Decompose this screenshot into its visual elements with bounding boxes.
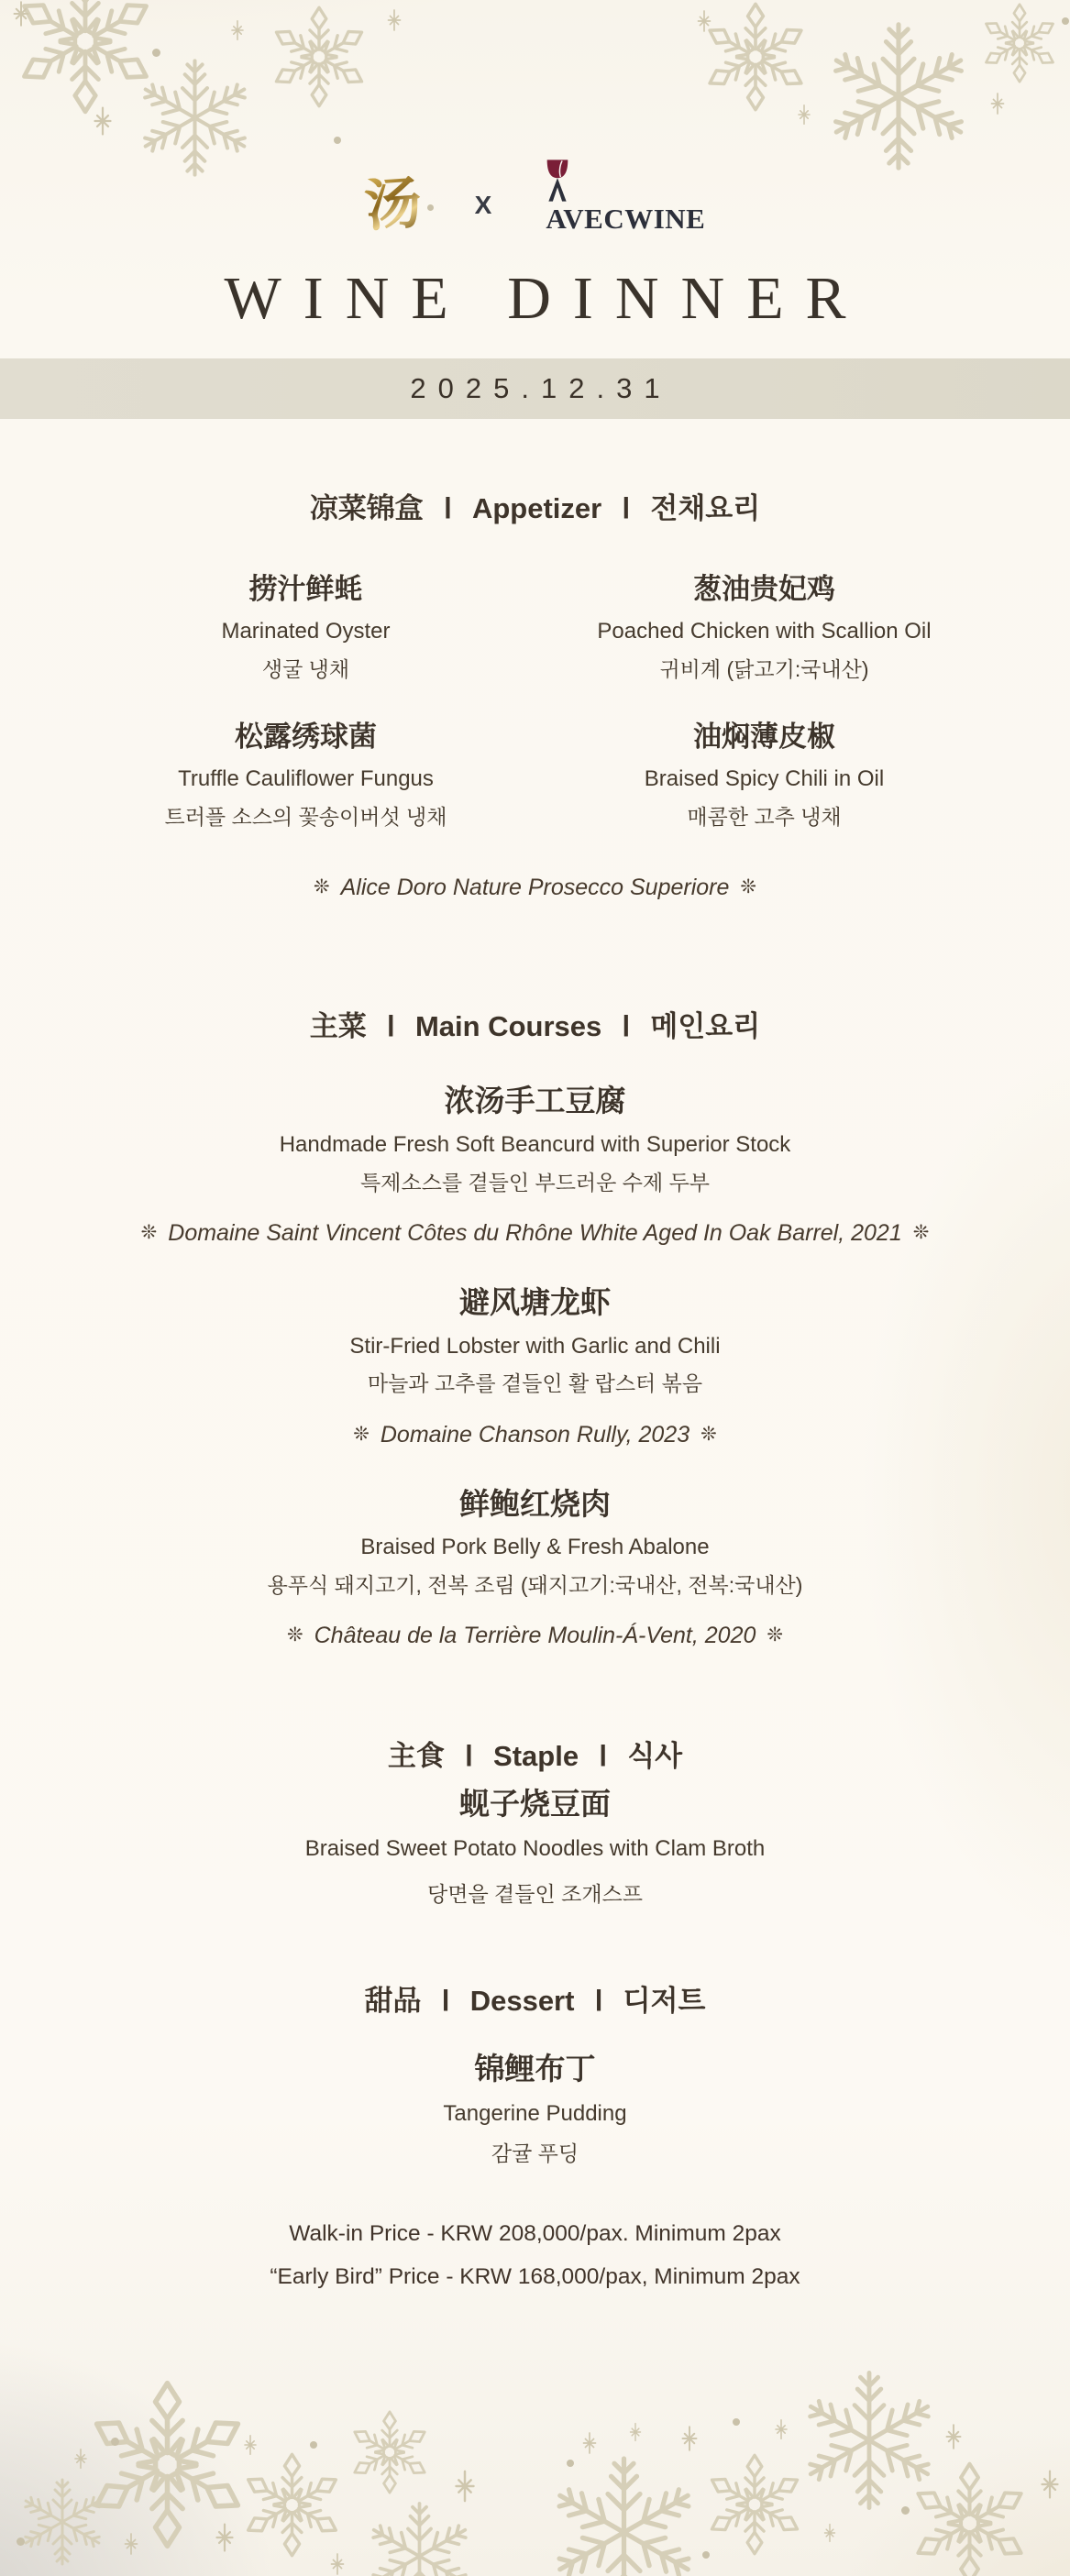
dot-ornament: [901, 2506, 910, 2515]
snowflake-icon: [239, 2452, 345, 2558]
divider: Ⅰ: [622, 1010, 631, 1043]
logo-row: [0, 0, 1070, 248]
snowflake-marker-icon: ❊: [353, 1423, 370, 1445]
snowflake-marker-icon: ❊: [740, 876, 757, 898]
dish-tangerine-pudding: 锦鲤布丁 Tangerine Pudding 감귤 푸딩: [443, 2051, 627, 2166]
divider: Ⅰ: [622, 491, 631, 524]
sparkle-icon: [325, 2552, 349, 2576]
restaurant-gold-logo: 汤: [362, 171, 424, 239]
dish-clam-noodles: 蚬子烧豆面 Braised Sweet Potato Noodles with Clam Broth 당면을 곁들인 조개스프: [304, 1786, 766, 1906]
wine-pairing-moulin-a-vent: [0, 1621, 1070, 1652]
dot-ornament: [733, 2418, 740, 2426]
sparkle-icon: [676, 2425, 703, 2452]
dish-pork-abalone: 鲜鲍红烧肉 Braised Pork Belly & Fresh Abalone 용푸식 돼지고기, 전복 조림 (돼지고기:국내산, 전복:국내산): [267, 1486, 803, 1597]
snowflake-marker-icon: ❊: [140, 1222, 158, 1244]
dot-ornament: [567, 2460, 574, 2467]
dessert-section-header: [0, 1981, 1070, 2020]
section-dessert: [0, 1981, 1070, 2169]
sparkle-icon: [239, 2434, 261, 2456]
sparkle-icon: [209, 2522, 240, 2553]
dot-ornament: [702, 2551, 710, 2559]
page-title: WINE DINNER: [224, 265, 868, 332]
dish-marinated-oyster: 捞汁鲜蚝 Marinated Oyster 생굴 냉채: [221, 572, 391, 681]
event-date: 2025.12.31: [410, 371, 672, 404]
sparkle-icon: [70, 2448, 92, 2470]
section-title-en: Appetizer: [471, 491, 602, 524]
staple-section-header: [0, 1736, 1070, 1776]
snowflake-icon: [83, 2380, 252, 2549]
section-title-ko: 식사: [627, 1740, 683, 1773]
walk-in-price: Walk-in Price - KRW 208,000/pax. Minimum 2pax: [289, 2220, 781, 2246]
early-bird-price: “Early Bird” Price - KRW 168,000/pax, Minimum 2pax: [270, 2263, 800, 2289]
avecwine-logo: [546, 175, 705, 236]
section-appetizer: [0, 489, 1070, 904]
menu-body: [0, 489, 1070, 2298]
sparkle-icon: [940, 2423, 967, 2450]
snowflake-marker-icon: ❊: [912, 1222, 930, 1244]
wine-name: Domaine Saint Vincent Côtes du Rhône White Aged In Oak Barrel, 2021: [168, 1220, 902, 1247]
dish-truffle-fungus: 松露绣球菌 Truffle Cauliflower Fungus 트러플 소스의 꽃송이버섯 냉채: [164, 721, 447, 829]
snowflake-marker-icon: ❊: [313, 876, 330, 898]
divider: Ⅰ: [464, 1740, 474, 1773]
snowflake-icon: [703, 2453, 806, 2556]
mains-section-header: [0, 1007, 1070, 1046]
date-band: [0, 358, 1070, 419]
section-title-zh: 主菜: [309, 1010, 367, 1043]
snowflake-marker-icon: ❊: [700, 1423, 717, 1445]
wine-pairing-rully: [0, 1420, 1070, 1451]
dot-ornament: [17, 2537, 25, 2546]
wine-name: Alice Doro Nature Prosecco Superiore: [340, 875, 730, 901]
poster-header: [0, 0, 1070, 419]
appetizer-grid: [77, 570, 994, 832]
section-staple: [0, 1736, 1070, 1910]
dish-poached-chicken: 葱油贵妃鸡 Poached Chicken with Scallion Oil 귀비계 (닭고기:국내산): [597, 572, 932, 681]
snowflake-icon: [347, 2410, 432, 2494]
snowflake-icon: [17, 2476, 108, 2568]
divider: Ⅰ: [443, 491, 452, 524]
collab-x-mark: X: [474, 191, 493, 219]
wine-name: Domaine Chanson Rully, 2023: [380, 1421, 690, 1448]
wine-pairing-prosecco: [0, 873, 1070, 904]
divider: Ⅰ: [386, 1010, 395, 1043]
divider: Ⅰ: [599, 1740, 608, 1773]
section-title-ko: 디저트: [623, 1985, 706, 2018]
section-title-en: Dessert: [469, 1985, 575, 2018]
dish-braised-chili: 油焖薄皮椒 Braised Spicy Chili in Oil 매콤한 고추 냉채: [644, 721, 885, 829]
section-main-courses: [0, 1007, 1070, 1652]
pricing-block: [0, 2212, 1070, 2298]
section-title-zh: 凉菜锦盒: [309, 491, 424, 524]
section-title-en: Main Courses: [414, 1010, 602, 1043]
appetizer-section-header: [0, 489, 1070, 528]
snowflake-marker-icon: ❊: [767, 1624, 783, 1646]
sparkle-icon: [820, 2523, 840, 2543]
dish-lobster: 避风塘龙虾 Stir-Fried Lobster with Garlic and Chili 마늘과 고추를 곁들인 활 랍스터 볶음: [349, 1285, 721, 1396]
snowflake-marker-icon: ❊: [287, 1624, 303, 1646]
sparkle-icon: [770, 2418, 792, 2440]
section-title-zh: 主食: [387, 1740, 445, 1773]
sparkle-icon: [578, 2431, 601, 2455]
avecwine-wordmark: AVECWINE: [546, 203, 706, 235]
sparkle-icon: [447, 2469, 482, 2504]
wine-glass-icon: [542, 159, 573, 203]
section-title-en: Staple: [493, 1740, 579, 1773]
section-title-zh: 甜品: [364, 1985, 422, 2018]
wine-pairing-cotes-du-rhone: [0, 1218, 1070, 1249]
divider: Ⅰ: [441, 1985, 450, 2018]
sparkle-icon: [625, 2422, 645, 2442]
wine-name: Château de la Terrière Moulin-Á-Vent, 2020: [314, 1623, 756, 1649]
sparkle-icon: [1034, 2469, 1065, 2500]
divider: Ⅰ: [594, 1985, 603, 2018]
section-title-ko: 메인요리: [650, 1010, 761, 1043]
snowflake-icon: [908, 2461, 1031, 2576]
dot-ornament: [310, 2441, 317, 2449]
snowflake-icon: [544, 2452, 704, 2576]
dish-beancurd: 浓汤手工豆腐 Handmade Fresh Soft Beancurd with Superior Stock 특제소스를 곁들인 부드러운 수제 두부: [279, 1084, 791, 1194]
section-title-ko: 전채요리: [650, 491, 761, 524]
sparkle-icon: [119, 2532, 143, 2556]
snowflake-icon: [362, 2499, 477, 2576]
snowflake-icon: [796, 2367, 943, 2514]
dot-ornament: [111, 2438, 119, 2446]
